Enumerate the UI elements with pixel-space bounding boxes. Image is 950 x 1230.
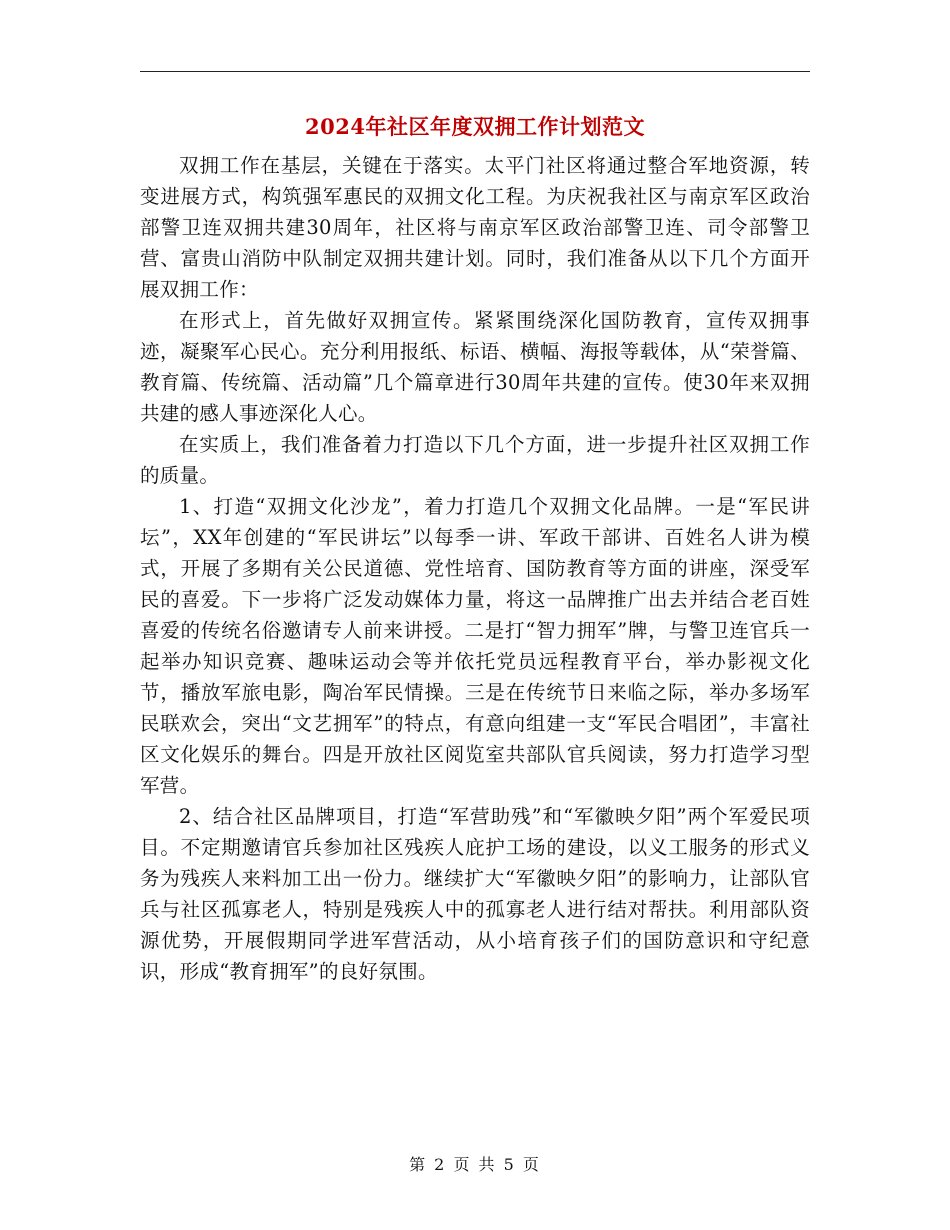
document-title: 2024年社区年度双拥工作计划范文 bbox=[305, 114, 645, 139]
paragraph-intro: 双拥工作在基层，关键在于落实。太平门社区将通过整合军地资源，转变进展方式，构筑强军惠民的双拥文化工程。为庆祝我社区与南京军区政治部警卫连双拥共建30周年，社区将与南京军区政治部警卫连、司令部警卫营、富贵山消防中队制定双拥共建计划。同时，我们准备从以下几个方面开展双拥工作： bbox=[140, 154, 810, 301]
paragraph-form: 在形式上，首先做好双拥宣传。紧紧围绕深化国防教育，宣传双拥事迹，凝聚军心民心。充分利用报纸、标语、横幅、海报等载体，从“荣誉篇、教育篇、传统篇、活动篇”几个篇章进行30周年共建的宣传。使30年来双拥共建的感人事迹深化人心。 bbox=[140, 309, 810, 425]
paragraph-substance: 在实质上，我们准备着力打造以下几个方面，进一步提升社区双拥工作的质量。 bbox=[140, 433, 810, 487]
paragraph-item-1: 1、打造“双拥文化沙龙”，着力打造几个双拥文化品牌。一是“军民讲坛”，XX年创建的“军民讲坛”以每季一讲、军政干部讲、百姓名人讲为模式，开展了多期有关公民道德、党性培育、国防教育等方面的讲座，深受军民的喜爱。下一步将广泛发动媒体力量，将这一品牌推广出去并结合老百姓喜爱的传统名俗邀请专人前来讲授。二是打“智力拥军”牌，与警卫连官兵一起举办知识竞赛、趣味运动会等并依托党员远程教育平台，举办影视文化节，播放军旅电影，陶冶军民情操。三是在传统节日来临之际，举办多场军民联欢会，突出“文艺拥军”的特点，有意向组建一支“军民合唱团”，丰富社区文化娱乐的舞台。四是开放社区阅览室共部队官兵阅读，努力打造学习型军营。 bbox=[140, 495, 810, 797]
document-body bbox=[140, 150, 810, 987]
page-number: 第 2 页 共 5 页 bbox=[409, 1155, 541, 1174]
header-rule bbox=[140, 71, 810, 72]
paragraph-item-2: 2、结合社区品牌项目，打造“军营助残”和“军徽映夕阳”两个军爱民项目。不定期邀请官兵参加社区残疾人庇护工场的建设，以义工服务的形式义务为残疾人来料加工出一份力。继续扩大“军徽映夕阳”的影响力，让部队官兵与社区孤寡老人，特别是残疾人中的孤寡老人进行结对帮扶。利用部队资源优势，开展假期同学进军营活动，从小培育孩子们的国防意识和守纪意识，形成“教育拥军”的良好氛围。 bbox=[140, 805, 810, 983]
